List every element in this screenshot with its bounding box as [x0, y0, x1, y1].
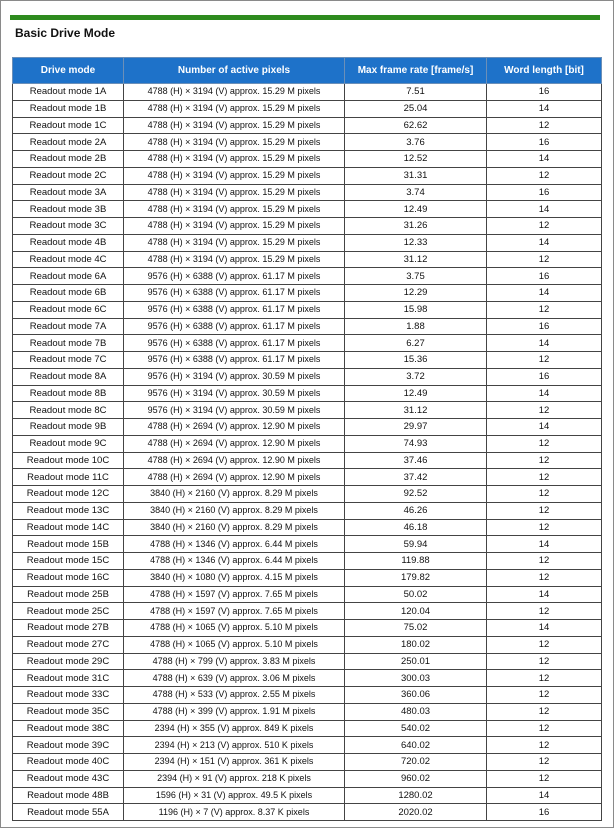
cell-drive-mode: Readout mode 16C — [13, 569, 124, 586]
cell-frame-rate: 59.94 — [345, 536, 487, 553]
cell-active-pixels: 1596 (H) × 31 (V) approx. 49.5 K pixels — [124, 787, 345, 804]
cell-frame-rate: 15.98 — [345, 301, 487, 318]
table-row — [13, 804, 602, 821]
cell-frame-rate: 12.52 — [345, 151, 487, 168]
table-row — [13, 234, 602, 251]
cell-word-length: 14 — [487, 536, 602, 553]
table-row — [13, 84, 602, 101]
cell-frame-rate: 960.02 — [345, 770, 487, 787]
page-title: Basic Drive Mode — [15, 26, 116, 40]
cell-drive-mode: Readout mode 48B — [13, 787, 124, 804]
cell-word-length: 12 — [487, 469, 602, 486]
table-row — [13, 184, 602, 201]
col-header-frame-rate: Max frame rate [frame/s] — [345, 58, 487, 84]
table-row — [13, 569, 602, 586]
cell-word-length: 14 — [487, 151, 602, 168]
cell-drive-mode: Readout mode 7A — [13, 318, 124, 335]
cell-frame-rate: 50.02 — [345, 586, 487, 603]
cell-word-length: 12 — [487, 402, 602, 419]
table-row — [13, 117, 602, 134]
cell-frame-rate: 12.49 — [345, 385, 487, 402]
cell-active-pixels: 9576 (H) × 3194 (V) approx. 30.59 M pixels — [124, 385, 345, 402]
cell-word-length: 12 — [487, 703, 602, 720]
cell-active-pixels: 4788 (H) × 3194 (V) approx. 15.29 M pixels — [124, 167, 345, 184]
cell-drive-mode: Readout mode 40C — [13, 754, 124, 771]
cell-active-pixels: 4788 (H) × 799 (V) approx. 3.83 M pixels — [124, 653, 345, 670]
cell-drive-mode: Readout mode 11C — [13, 469, 124, 486]
cell-drive-mode: Readout mode 3C — [13, 218, 124, 235]
cell-word-length: 14 — [487, 787, 602, 804]
cell-word-length: 14 — [487, 586, 602, 603]
cell-active-pixels: 9576 (H) × 6388 (V) approx. 61.17 M pixels — [124, 285, 345, 302]
cell-drive-mode: Readout mode 8C — [13, 402, 124, 419]
cell-word-length: 12 — [487, 167, 602, 184]
cell-drive-mode: Readout mode 7C — [13, 352, 124, 369]
cell-drive-mode: Readout mode 4B — [13, 234, 124, 251]
cell-frame-rate: 15.36 — [345, 352, 487, 369]
cell-drive-mode: Readout mode 27C — [13, 636, 124, 653]
cell-active-pixels: 4788 (H) × 399 (V) approx. 1.91 M pixels — [124, 703, 345, 720]
cell-drive-mode: Readout mode 15C — [13, 553, 124, 570]
cell-frame-rate: 12.49 — [345, 201, 487, 218]
table-header-row — [13, 58, 602, 84]
table-row — [13, 519, 602, 536]
cell-word-length: 16 — [487, 368, 602, 385]
drive-mode-table — [12, 57, 602, 821]
table-row — [13, 553, 602, 570]
cell-word-length: 16 — [487, 84, 602, 101]
cell-active-pixels: 9576 (H) × 6388 (V) approx. 61.17 M pixels — [124, 335, 345, 352]
cell-word-length: 12 — [487, 754, 602, 771]
table-row — [13, 536, 602, 553]
cell-frame-rate: 37.46 — [345, 452, 487, 469]
table-row — [13, 368, 602, 385]
cell-active-pixels: 4788 (H) × 1346 (V) approx. 6.44 M pixels — [124, 553, 345, 570]
cell-word-length: 12 — [487, 218, 602, 235]
table-row — [13, 352, 602, 369]
cell-active-pixels: 9576 (H) × 6388 (V) approx. 61.17 M pixels — [124, 268, 345, 285]
cell-active-pixels: 4788 (H) × 2694 (V) approx. 12.90 M pixels — [124, 419, 345, 436]
cell-active-pixels: 4788 (H) × 3194 (V) approx. 15.29 M pixels — [124, 184, 345, 201]
table-row — [13, 502, 602, 519]
cell-drive-mode: Readout mode 55A — [13, 804, 124, 821]
cell-frame-rate: 250.01 — [345, 653, 487, 670]
cell-drive-mode: Readout mode 2C — [13, 167, 124, 184]
cell-active-pixels: 9576 (H) × 6388 (V) approx. 61.17 M pixels — [124, 318, 345, 335]
cell-frame-rate: 6.27 — [345, 335, 487, 352]
cell-frame-rate: 31.31 — [345, 167, 487, 184]
cell-drive-mode: Readout mode 29C — [13, 653, 124, 670]
table-row — [13, 335, 602, 352]
col-header-drive-mode: Drive mode — [13, 58, 124, 84]
cell-word-length: 14 — [487, 385, 602, 402]
cell-active-pixels: 4788 (H) × 2694 (V) approx. 12.90 M pixels — [124, 452, 345, 469]
cell-active-pixels: 4788 (H) × 639 (V) approx. 3.06 M pixels — [124, 670, 345, 687]
table-row — [13, 268, 602, 285]
table-row — [13, 435, 602, 452]
cell-frame-rate: 1280.02 — [345, 787, 487, 804]
cell-drive-mode: Readout mode 2A — [13, 134, 124, 151]
cell-drive-mode: Readout mode 13C — [13, 502, 124, 519]
cell-active-pixels: 4788 (H) × 533 (V) approx. 2.55 M pixels — [124, 687, 345, 704]
cell-drive-mode: Readout mode 14C — [13, 519, 124, 536]
cell-drive-mode: Readout mode 3A — [13, 184, 124, 201]
cell-drive-mode: Readout mode 39C — [13, 737, 124, 754]
cell-word-length: 12 — [487, 435, 602, 452]
cell-drive-mode: Readout mode 31C — [13, 670, 124, 687]
cell-drive-mode: Readout mode 9C — [13, 435, 124, 452]
cell-frame-rate: 3.76 — [345, 134, 487, 151]
table-row — [13, 100, 602, 117]
cell-frame-rate: 3.72 — [345, 368, 487, 385]
cell-active-pixels: 9576 (H) × 3194 (V) approx. 30.59 M pixels — [124, 368, 345, 385]
table-row — [13, 603, 602, 620]
cell-word-length: 14 — [487, 100, 602, 117]
cell-word-length: 12 — [487, 301, 602, 318]
cell-active-pixels: 3840 (H) × 2160 (V) approx. 8.29 M pixels — [124, 519, 345, 536]
cell-drive-mode: Readout mode 6C — [13, 301, 124, 318]
cell-drive-mode: Readout mode 1A — [13, 84, 124, 101]
cell-frame-rate: 120.04 — [345, 603, 487, 620]
cell-active-pixels: 4788 (H) × 1065 (V) approx. 5.10 M pixels — [124, 636, 345, 653]
table-row — [13, 201, 602, 218]
cell-frame-rate: 180.02 — [345, 636, 487, 653]
cell-frame-rate: 360.06 — [345, 687, 487, 704]
table-row — [13, 770, 602, 787]
cell-active-pixels: 4788 (H) × 3194 (V) approx. 15.29 M pixels — [124, 251, 345, 268]
cell-active-pixels: 3840 (H) × 2160 (V) approx. 8.29 M pixels — [124, 486, 345, 503]
cell-word-length: 16 — [487, 804, 602, 821]
cell-word-length: 16 — [487, 184, 602, 201]
cell-frame-rate: 3.75 — [345, 268, 487, 285]
cell-active-pixels: 9576 (H) × 3194 (V) approx. 30.59 M pixels — [124, 402, 345, 419]
cell-drive-mode: Readout mode 3B — [13, 201, 124, 218]
table-row — [13, 218, 602, 235]
cell-active-pixels: 4788 (H) × 1597 (V) approx. 7.65 M pixels — [124, 586, 345, 603]
table-row — [13, 385, 602, 402]
table-row — [13, 486, 602, 503]
cell-frame-rate: 720.02 — [345, 754, 487, 771]
table-row — [13, 787, 602, 804]
cell-word-length: 12 — [487, 519, 602, 536]
cell-frame-rate: 75.02 — [345, 620, 487, 637]
cell-drive-mode: Readout mode 9B — [13, 419, 124, 436]
cell-word-length: 12 — [487, 687, 602, 704]
cell-drive-mode: Readout mode 8B — [13, 385, 124, 402]
col-header-active-pixels: Number of active pixels — [124, 58, 345, 84]
cell-word-length: 16 — [487, 268, 602, 285]
cell-drive-mode: Readout mode 38C — [13, 720, 124, 737]
cell-drive-mode: Readout mode 43C — [13, 770, 124, 787]
cell-frame-rate: 74.93 — [345, 435, 487, 452]
cell-word-length: 14 — [487, 419, 602, 436]
cell-active-pixels: 4788 (H) × 3194 (V) approx. 15.29 M pixels — [124, 218, 345, 235]
cell-frame-rate: 37.42 — [345, 469, 487, 486]
table-row — [13, 703, 602, 720]
cell-frame-rate: 640.02 — [345, 737, 487, 754]
cell-word-length: 14 — [487, 201, 602, 218]
table-row — [13, 452, 602, 469]
table-row — [13, 402, 602, 419]
cell-drive-mode: Readout mode 2B — [13, 151, 124, 168]
cell-active-pixels: 1196 (H) × 7 (V) approx. 8.37 K pixels — [124, 804, 345, 821]
cell-word-length: 12 — [487, 653, 602, 670]
cell-frame-rate: 46.18 — [345, 519, 487, 536]
cell-drive-mode: Readout mode 8A — [13, 368, 124, 385]
table-row — [13, 620, 602, 637]
table-row — [13, 151, 602, 168]
cell-active-pixels: 4788 (H) × 3194 (V) approx. 15.29 M pixels — [124, 84, 345, 101]
cell-frame-rate: 480.03 — [345, 703, 487, 720]
table-row — [13, 134, 602, 151]
cell-active-pixels: 4788 (H) × 1597 (V) approx. 7.65 M pixels — [124, 603, 345, 620]
cell-word-length: 14 — [487, 620, 602, 637]
cell-word-length: 12 — [487, 117, 602, 134]
cell-active-pixels: 9576 (H) × 6388 (V) approx. 61.17 M pixels — [124, 301, 345, 318]
cell-frame-rate: 31.12 — [345, 251, 487, 268]
cell-word-length: 12 — [487, 553, 602, 570]
cell-drive-mode: Readout mode 12C — [13, 486, 124, 503]
cell-active-pixels: 4788 (H) × 3194 (V) approx. 15.29 M pixels — [124, 234, 345, 251]
cell-word-length: 12 — [487, 737, 602, 754]
cell-active-pixels: 2394 (H) × 91 (V) approx. 218 K pixels — [124, 770, 345, 787]
table-row — [13, 720, 602, 737]
cell-active-pixels: 2394 (H) × 213 (V) approx. 510 K pixels — [124, 737, 345, 754]
cell-drive-mode: Readout mode 4C — [13, 251, 124, 268]
cell-active-pixels: 4788 (H) × 2694 (V) approx. 12.90 M pixels — [124, 469, 345, 486]
cell-frame-rate: 31.12 — [345, 402, 487, 419]
table-body — [13, 84, 602, 821]
cell-word-length: 12 — [487, 569, 602, 586]
cell-drive-mode: Readout mode 25B — [13, 586, 124, 603]
cell-active-pixels: 4788 (H) × 1065 (V) approx. 5.10 M pixels — [124, 620, 345, 637]
cell-word-length: 12 — [487, 720, 602, 737]
cell-active-pixels: 4788 (H) × 3194 (V) approx. 15.29 M pixels — [124, 117, 345, 134]
cell-drive-mode: Readout mode 10C — [13, 452, 124, 469]
cell-frame-rate: 62.62 — [345, 117, 487, 134]
cell-drive-mode: Readout mode 7B — [13, 335, 124, 352]
cell-frame-rate: 2020.02 — [345, 804, 487, 821]
table-row — [13, 469, 602, 486]
table-row — [13, 419, 602, 436]
cell-frame-rate: 179.82 — [345, 569, 487, 586]
cell-drive-mode: Readout mode 1B — [13, 100, 124, 117]
cell-active-pixels: 9576 (H) × 6388 (V) approx. 61.17 M pixels — [124, 352, 345, 369]
header-rule — [10, 15, 600, 20]
cell-active-pixels: 4788 (H) × 1346 (V) approx. 6.44 M pixels — [124, 536, 345, 553]
cell-word-length: 12 — [487, 251, 602, 268]
table-row — [13, 251, 602, 268]
cell-active-pixels: 4788 (H) × 3194 (V) approx. 15.29 M pixels — [124, 201, 345, 218]
table-row — [13, 687, 602, 704]
cell-frame-rate: 119.88 — [345, 553, 487, 570]
cell-word-length: 12 — [487, 352, 602, 369]
cell-frame-rate: 46.26 — [345, 502, 487, 519]
cell-word-length: 12 — [487, 486, 602, 503]
table-row — [13, 670, 602, 687]
cell-word-length: 12 — [487, 502, 602, 519]
cell-drive-mode: Readout mode 6B — [13, 285, 124, 302]
cell-frame-rate: 1.88 — [345, 318, 487, 335]
table-row — [13, 285, 602, 302]
table-row — [13, 737, 602, 754]
cell-frame-rate: 3.74 — [345, 184, 487, 201]
cell-word-length: 12 — [487, 670, 602, 687]
cell-active-pixels: 4788 (H) × 3194 (V) approx. 15.29 M pixels — [124, 151, 345, 168]
table-row — [13, 754, 602, 771]
cell-frame-rate: 92.52 — [345, 486, 487, 503]
table-row — [13, 301, 602, 318]
cell-active-pixels: 4788 (H) × 2694 (V) approx. 12.90 M pixels — [124, 435, 345, 452]
cell-word-length: 14 — [487, 234, 602, 251]
cell-frame-rate: 31.26 — [345, 218, 487, 235]
table-row — [13, 636, 602, 653]
cell-frame-rate: 25.04 — [345, 100, 487, 117]
cell-frame-rate: 12.33 — [345, 234, 487, 251]
cell-word-length: 14 — [487, 285, 602, 302]
cell-word-length: 12 — [487, 603, 602, 620]
cell-word-length: 16 — [487, 318, 602, 335]
cell-active-pixels: 3840 (H) × 1080 (V) approx. 4.15 M pixels — [124, 569, 345, 586]
cell-drive-mode: Readout mode 15B — [13, 536, 124, 553]
cell-drive-mode: Readout mode 27B — [13, 620, 124, 637]
cell-drive-mode: Readout mode 1C — [13, 117, 124, 134]
table-row — [13, 586, 602, 603]
cell-drive-mode: Readout mode 6A — [13, 268, 124, 285]
cell-frame-rate: 540.02 — [345, 720, 487, 737]
cell-frame-rate: 7.51 — [345, 84, 487, 101]
cell-word-length: 12 — [487, 636, 602, 653]
cell-active-pixels: 2394 (H) × 355 (V) approx. 849 K pixels — [124, 720, 345, 737]
cell-word-length: 12 — [487, 770, 602, 787]
cell-frame-rate: 29.97 — [345, 419, 487, 436]
cell-frame-rate: 300.03 — [345, 670, 487, 687]
cell-drive-mode: Readout mode 35C — [13, 703, 124, 720]
table-row — [13, 653, 602, 670]
cell-frame-rate: 12.29 — [345, 285, 487, 302]
cell-active-pixels: 3840 (H) × 2160 (V) approx. 8.29 M pixels — [124, 502, 345, 519]
cell-drive-mode: Readout mode 33C — [13, 687, 124, 704]
cell-active-pixels: 2394 (H) × 151 (V) approx. 361 K pixels — [124, 754, 345, 771]
table-row — [13, 167, 602, 184]
cell-word-length: 14 — [487, 335, 602, 352]
cell-drive-mode: Readout mode 25C — [13, 603, 124, 620]
table-row — [13, 318, 602, 335]
col-header-word-length: Word length [bit] — [487, 58, 602, 84]
cell-active-pixels: 4788 (H) × 3194 (V) approx. 15.29 M pixels — [124, 134, 345, 151]
cell-word-length: 12 — [487, 452, 602, 469]
cell-word-length: 16 — [487, 134, 602, 151]
cell-active-pixels: 4788 (H) × 3194 (V) approx. 15.29 M pixels — [124, 100, 345, 117]
